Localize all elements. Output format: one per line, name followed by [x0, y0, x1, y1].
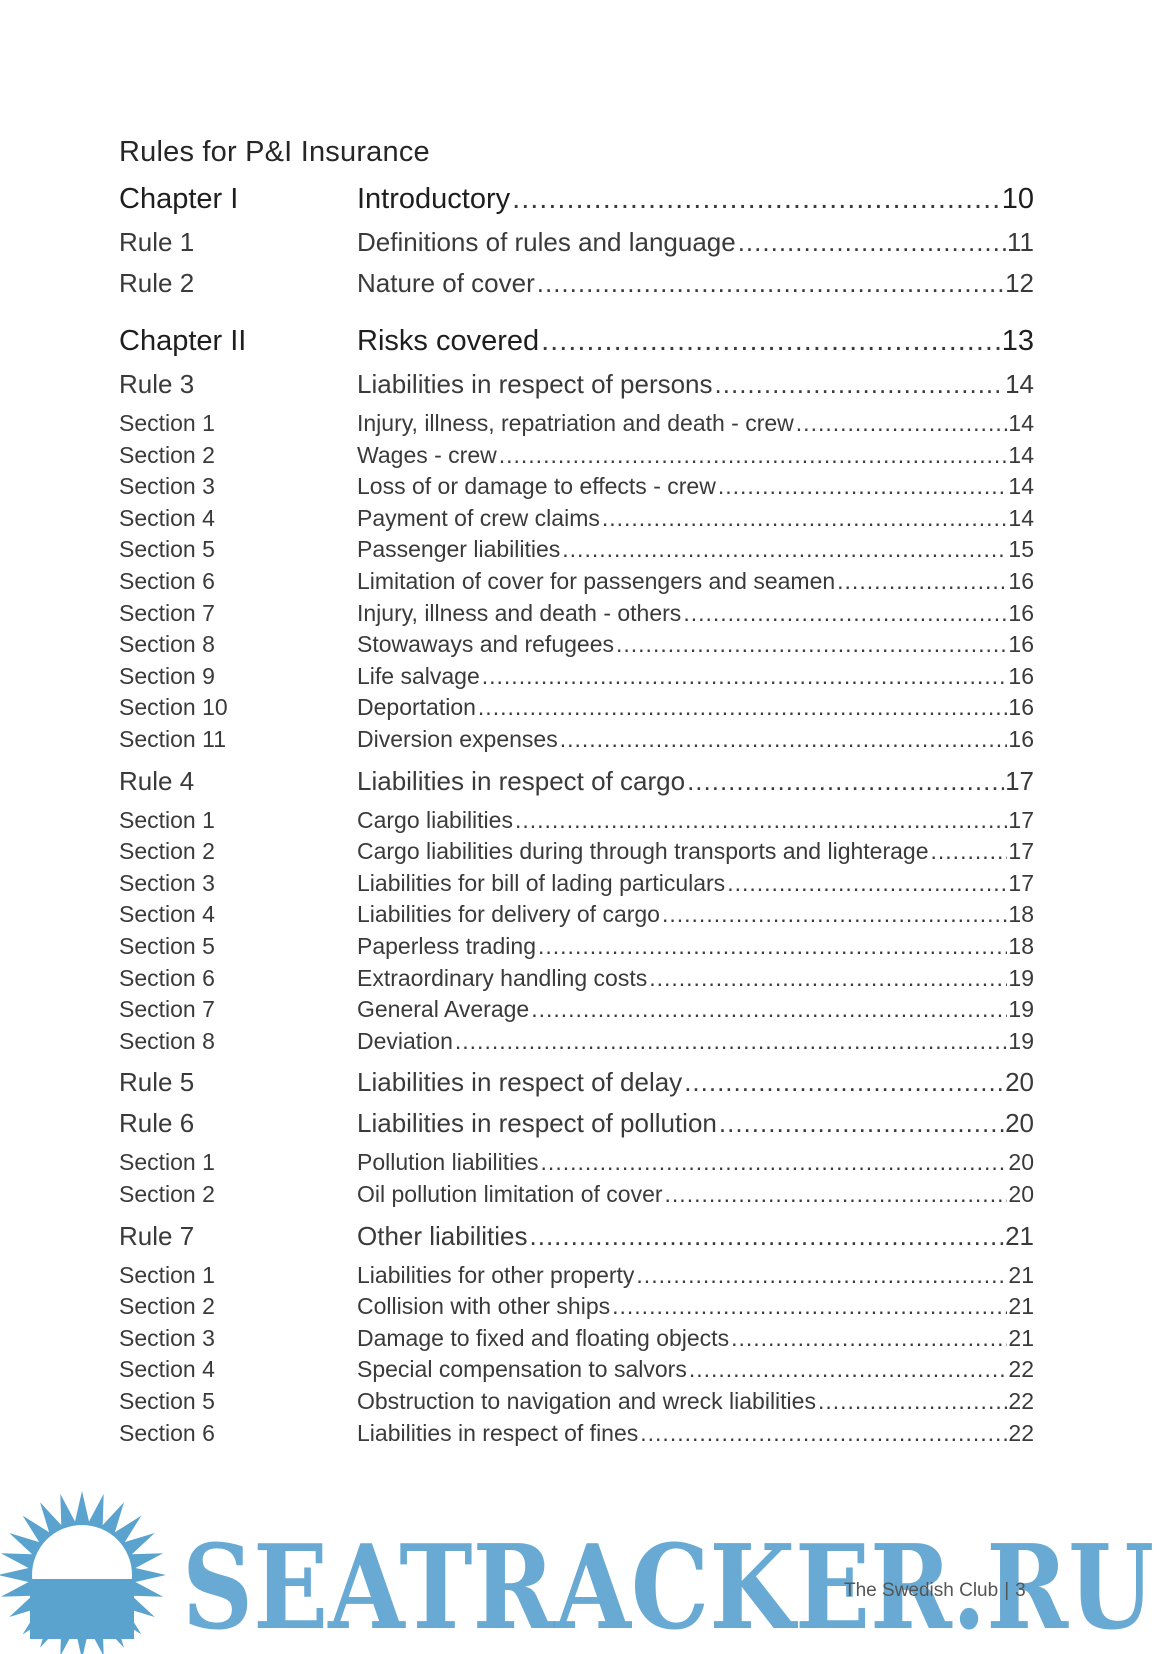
dot-leader [541, 1149, 1008, 1176]
sun-icon [0, 1491, 166, 1654]
toc-section-row[interactable] [119, 838, 1034, 872]
toc-page-number: 14 [1008, 473, 1034, 500]
dot-leader [455, 1028, 1008, 1055]
toc-page-number: 16 [1008, 568, 1034, 594]
toc-section-row[interactable] [119, 1149, 1034, 1183]
toc-entry-title: Damage to fixed and floating objects [357, 1324, 730, 1351]
toc-section-row[interactable] [119, 965, 1034, 999]
toc-section-label: Section 1 [119, 806, 215, 833]
toc-rule-row[interactable] [119, 268, 1034, 302]
dot-leader [727, 870, 1007, 897]
toc-entry-title: Liabilities in respect of cargo [357, 765, 686, 796]
toc-section-label: Section 3 [119, 1324, 215, 1351]
toc-section-label: Section 8 [119, 1027, 215, 1054]
toc-rule-label: Rule 5 [119, 1067, 195, 1098]
dot-leader [602, 505, 1008, 532]
dot-leader [665, 1181, 1008, 1208]
toc-section-row[interactable] [119, 1420, 1034, 1454]
toc-section-row[interactable] [119, 1325, 1034, 1359]
toc-section-label: Section 2 [119, 441, 215, 468]
toc-page-number: 18 [1008, 901, 1034, 928]
dot-leader [616, 631, 1007, 658]
toc-entry-title: Introductory [357, 183, 511, 215]
toc-entry-title: Risks covered [357, 325, 540, 357]
toc-entry [357, 1356, 1034, 1383]
toc-entry [357, 442, 1034, 469]
dot-leader [796, 410, 1008, 437]
dot-leader [531, 996, 1007, 1023]
toc-page-number: 20 [1005, 1108, 1034, 1139]
toc-entry [357, 1108, 1034, 1139]
toc-chapter-label: Chapter I [119, 183, 239, 215]
dot-leader [499, 442, 1008, 469]
toc-entry [357, 1293, 1034, 1320]
dot-leader [818, 1388, 1007, 1415]
toc-page-number: 20 [1008, 1181, 1034, 1207]
toc-page-number: 22 [1008, 1388, 1034, 1414]
toc-entry [357, 227, 1034, 258]
toc-section-label: Section 7 [119, 996, 215, 1023]
toc-entry [357, 1067, 1034, 1098]
toc-section-label: Section 3 [119, 473, 215, 500]
toc-entry-title: Payment of crew claims [357, 504, 600, 531]
toc-entry [357, 1181, 1034, 1208]
toc-entry [357, 325, 1034, 358]
toc-entry-title: Other liabilities [357, 1220, 528, 1251]
toc-entry-title: Liabilities for bill of lading particulars [357, 869, 726, 896]
toc-entry [357, 369, 1034, 400]
toc-entry [357, 901, 1034, 928]
toc-section-label: Section 5 [119, 1388, 215, 1414]
toc-section-row[interactable] [119, 1293, 1034, 1327]
toc-rule-row[interactable] [119, 1108, 1034, 1142]
toc-section-row[interactable] [119, 536, 1034, 570]
dot-leader [687, 766, 1004, 797]
toc-page-number: 21 [1008, 1324, 1034, 1351]
dot-leader [738, 227, 1006, 258]
dot-leader [612, 1293, 1007, 1320]
toc-section-label: Section 6 [119, 1419, 215, 1446]
toc-entry [357, 183, 1034, 216]
toc-entry-title: Injury, illness and death - others [357, 599, 682, 626]
toc-page-number: 16 [1008, 631, 1034, 658]
toc-entry-title: Passenger liabilities [357, 536, 561, 563]
toc-section-row[interactable] [119, 473, 1034, 507]
toc-entry-title: Extraordinary handling costs [357, 964, 648, 991]
dot-leader [662, 901, 1007, 928]
dot-leader [718, 473, 1008, 500]
toc-section-label: Section 6 [119, 568, 215, 594]
dot-leader [478, 694, 1007, 721]
toc-section-row[interactable] [119, 807, 1034, 841]
toc-entry-title: Definitions of rules and language [357, 227, 736, 257]
toc-entry [357, 807, 1034, 834]
toc-entry [357, 473, 1034, 500]
toc-page-number: 14 [1008, 441, 1034, 468]
toc-page-number: 14 [1005, 369, 1034, 399]
toc-page-number: 17 [1008, 806, 1034, 833]
toc-entry [357, 1221, 1034, 1252]
toc-page-number: 16 [1008, 694, 1034, 721]
toc-page-number: 17 [1005, 765, 1034, 796]
toc-entry [357, 1262, 1034, 1289]
dot-leader [719, 1108, 1004, 1139]
dot-leader [515, 807, 1007, 834]
toc-entry [357, 568, 1034, 595]
toc-section-label: Section 2 [119, 1181, 215, 1207]
toc-section-row[interactable] [119, 933, 1034, 967]
toc-rule-row[interactable] [119, 1067, 1034, 1101]
toc-section-row[interactable] [119, 1356, 1034, 1390]
watermark-text: SEATRACKER.RU [182, 1520, 1154, 1654]
toc-section-row[interactable] [119, 1181, 1034, 1215]
toc-entry-title: Pollution liabilities [357, 1149, 539, 1176]
toc-section-label: Section 4 [119, 1356, 215, 1383]
dot-leader [537, 268, 1004, 299]
toc-entry-title: Diversion expenses [357, 726, 558, 752]
toc-entry [357, 996, 1034, 1023]
toc-entry [357, 870, 1034, 897]
toc-section-row[interactable] [119, 694, 1034, 728]
toc-page-number: 16 [1008, 599, 1034, 626]
toc-page-number: 17 [1008, 869, 1034, 896]
toc-rule-row[interactable] [119, 1221, 1034, 1255]
toc-section-label: Section 4 [119, 504, 215, 531]
toc-section-label: Section 3 [119, 869, 215, 896]
toc-page-number: 13 [1001, 325, 1034, 357]
toc-section-label: Section 5 [119, 536, 215, 563]
toc-page-number: 11 [1007, 227, 1034, 257]
toc-entry [357, 1028, 1034, 1055]
footer-publisher: The Swedish Club [844, 1580, 999, 1601]
toc-entry [357, 631, 1034, 658]
toc-entry-title: Life salvage [357, 662, 480, 689]
toc-section-row[interactable] [119, 726, 1034, 760]
toc-entry [357, 1325, 1034, 1352]
toc-entry-title: Stowaways and refugees [357, 631, 614, 658]
toc-entry-title: Deviation [357, 1027, 453, 1054]
toc-section-row[interactable] [119, 901, 1034, 935]
dot-leader [560, 726, 1008, 753]
toc-page-number: 15 [1008, 536, 1034, 563]
toc-entry [357, 1388, 1034, 1415]
toc-entry [357, 694, 1034, 721]
toc-chapter-row[interactable] [119, 183, 1034, 217]
toc-page-number: 18 [1008, 933, 1034, 959]
toc-page-number: 20 [1008, 1149, 1034, 1176]
toc-entry-title: Limitation of cover for passengers and seamen [357, 568, 836, 594]
toc-entry [357, 766, 1034, 797]
toc-chapter-label: Chapter II [119, 325, 247, 357]
dot-leader [538, 933, 1007, 960]
toc-section-label: Section 5 [119, 933, 215, 959]
toc-rule-label: Rule 7 [119, 1220, 195, 1251]
toc-page-number: 19 [1008, 964, 1034, 991]
toc-section-row[interactable] [119, 663, 1034, 697]
toc-page-number: 19 [1008, 1027, 1034, 1054]
toc-page-number: 14 [1008, 504, 1034, 531]
dot-leader [689, 1356, 1008, 1383]
toc-rule-label: Rule 3 [119, 369, 195, 399]
toc-section-row[interactable] [119, 410, 1034, 444]
toc-page-number: 16 [1008, 726, 1034, 752]
toc-section-row[interactable] [119, 870, 1034, 904]
toc-entry-title: Cargo liabilities during through transports and lighterage [357, 838, 929, 865]
watermark [0, 1480, 1166, 1654]
toc-page-number: 21 [1008, 1261, 1034, 1288]
toc-page-number: 14 [1008, 410, 1034, 436]
toc-entry-title: Cargo liabilities [357, 806, 513, 833]
sun-horizon [30, 1579, 134, 1639]
dot-leader [541, 325, 1001, 358]
toc-section-row[interactable] [119, 1262, 1034, 1296]
toc-section-label: Section 4 [119, 901, 215, 928]
toc-rule-row[interactable] [119, 227, 1034, 261]
dot-leader [482, 663, 1008, 690]
toc-section-label: Section 1 [119, 1261, 215, 1288]
toc-section-label: Section 6 [119, 964, 215, 991]
toc-entry-title: Liabilities in respect of delay [357, 1067, 683, 1098]
toc-entry-title: Nature of cover [357, 268, 535, 298]
toc-chapter-row[interactable] [119, 325, 1034, 359]
toc-entry-title: Liabilities in respect of persons [357, 369, 713, 399]
toc-rule-row[interactable] [119, 766, 1034, 800]
toc-entry-title: Liabilities for other property [357, 1261, 635, 1288]
toc-entry-title: Wages - crew [357, 441, 497, 468]
dot-leader [683, 600, 1007, 627]
dot-leader [640, 1420, 1007, 1447]
toc-page-number: 22 [1008, 1419, 1034, 1446]
toc-page-number: 20 [1005, 1067, 1034, 1098]
toc-section-row[interactable] [119, 996, 1034, 1030]
toc-section-label: Section 8 [119, 631, 215, 658]
toc-entry-title: Special compensation to salvors [357, 1356, 687, 1383]
footer-separator: | [1004, 1580, 1010, 1601]
toc-section-row[interactable] [119, 442, 1034, 476]
dot-leader [530, 1221, 1005, 1252]
toc-entry-title: Injury, illness, repatriation and death - crew [357, 410, 794, 436]
toc-entry-title: Collision with other ships [357, 1293, 611, 1320]
toc-section-row[interactable] [119, 568, 1034, 602]
dot-leader [512, 183, 1001, 216]
toc-section-row[interactable] [119, 631, 1034, 665]
toc-page-number: 10 [1001, 183, 1034, 215]
toc-section-label: Section 9 [119, 662, 215, 689]
toc-page-number: 17 [1008, 838, 1034, 865]
toc-section-label: Section 1 [119, 410, 215, 436]
toc-entry-title: Oil pollution limitation of cover [357, 1181, 663, 1207]
toc-page-number: 19 [1008, 996, 1034, 1023]
toc-rule-label: Rule 1 [119, 227, 195, 257]
toc-entry-title: Liabilities in respect of pollution [357, 1108, 717, 1139]
toc-rule-label: Rule 4 [119, 765, 195, 796]
toc-entry-title: Liabilities in respect of fines [357, 1419, 639, 1446]
toc-entry [357, 536, 1034, 563]
dot-leader [931, 838, 1008, 865]
toc-section-label: Section 2 [119, 1293, 215, 1320]
toc-entry-title: Paperless trading [357, 933, 536, 959]
toc-section-row[interactable] [119, 1028, 1034, 1062]
toc-section-label: Section 7 [119, 599, 215, 626]
toc-entry [357, 965, 1034, 992]
toc-entry-title: General Average [357, 996, 530, 1023]
toc-section-label: Section 10 [119, 694, 228, 721]
dot-leader [731, 1325, 1007, 1352]
toc-page-number: 21 [1005, 1220, 1034, 1251]
dot-leader [715, 369, 1005, 400]
toc-entry-title: Loss of or damage to effects - crew [357, 473, 716, 500]
toc-entry [357, 726, 1034, 753]
toc-page-number: 16 [1008, 662, 1034, 689]
toc-rule-row[interactable] [119, 369, 1034, 403]
toc-section-label: Section 2 [119, 838, 215, 865]
toc-section-row[interactable] [119, 505, 1034, 539]
toc-entry-title: Liabilities for delivery of cargo [357, 901, 660, 928]
footer-page-number: 3 [1015, 1580, 1026, 1601]
toc-rule-label: Rule 6 [119, 1108, 195, 1139]
toc-section-label: Section 11 [119, 726, 226, 752]
dot-leader [837, 568, 1007, 595]
page-footer [844, 1580, 1026, 1602]
toc-entry [357, 933, 1034, 960]
page-title: Rules for P&I Insurance [119, 136, 430, 168]
dot-leader [636, 1262, 1007, 1289]
toc-entry [357, 1420, 1034, 1447]
toc-entry [357, 1149, 1034, 1176]
toc-entry [357, 268, 1034, 299]
dot-leader [684, 1067, 1004, 1098]
toc-section-row[interactable] [119, 1388, 1034, 1422]
toc-page-number: 12 [1005, 268, 1034, 298]
toc-page-number: 22 [1008, 1356, 1034, 1383]
dot-leader [649, 965, 1007, 992]
toc-entry [357, 663, 1034, 690]
toc-section-row[interactable] [119, 600, 1034, 634]
toc-entry [357, 410, 1034, 437]
toc-entry-title: Obstruction to navigation and wreck liabilities [357, 1388, 816, 1414]
toc-entry [357, 838, 1034, 865]
toc-entry [357, 600, 1034, 627]
toc-page-number: 21 [1008, 1293, 1034, 1320]
dot-leader [562, 536, 1007, 563]
toc-section-label: Section 1 [119, 1149, 215, 1176]
toc-entry-title: Deportation [357, 694, 476, 721]
toc-rule-label: Rule 2 [119, 268, 195, 298]
toc-entry [357, 505, 1034, 532]
